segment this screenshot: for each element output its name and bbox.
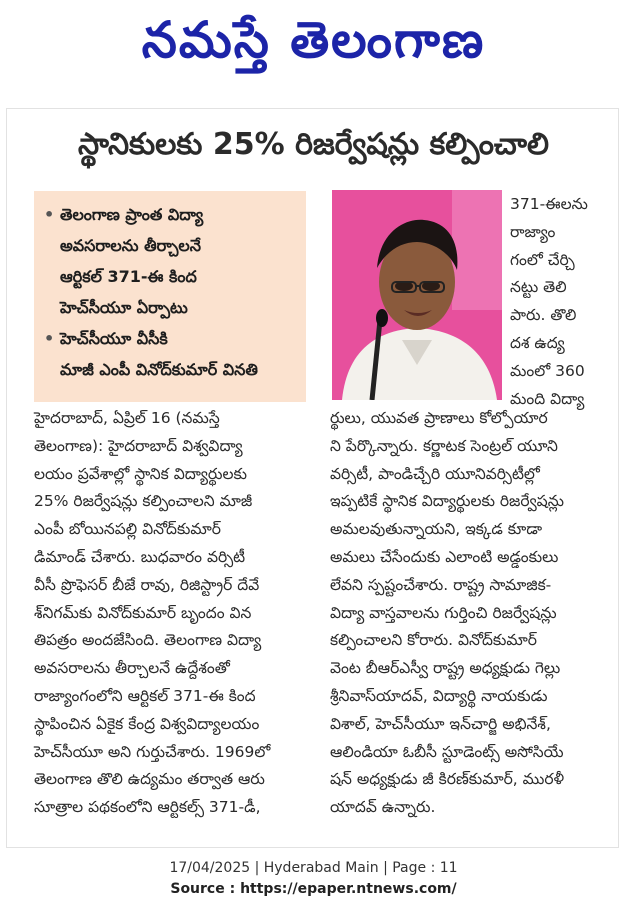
subhead-bullet-1: [44, 199, 298, 323]
text-line: మంది విద్యా: [510, 389, 585, 408]
subhead-bullet-2: [44, 323, 298, 385]
text-line: హైదరాబాద్, ఏప్రిల్ 16 (నమస్తే: [34, 409, 220, 427]
text-line: వీసీ ప్రొఫెసర్ బీజే రావు, రిజిస్ట్రార్ దేవే: [34, 575, 260, 594]
text-line: వర్సిటీ, పాండిచ్చేరి యూనివర్సిటీల్లో: [330, 464, 540, 483]
masthead-title: నమస్తే తెలంగాణ: [141, 10, 486, 69]
text-line: విశాల్, హెచ్‌సీయూ ఇన్‌చార్జి అభినేశ్,: [330, 714, 551, 733]
footer-source: Source : https://epaper.ntnews.com/: [170, 881, 457, 897]
text-line: రాజ్యాం: [510, 222, 556, 241]
bullet-icon: •: [44, 329, 55, 348]
text-line: నట్టు తెలి: [510, 278, 567, 297]
text-line: యాదవ్ ఉన్నారు.: [330, 798, 436, 817]
text-line: అవసరాలను తీర్చాలనే ఉద్దేశంతో: [34, 659, 230, 678]
article-headline: స్థానికులకు 25% రిజర్వేషన్లు కల్పించాలి: [77, 127, 550, 162]
text-line: 25% రిజర్వేషన్లు కల్పించాలని మాజీ: [34, 492, 253, 511]
subhead-line: మాజీ ఎంపీ వినోద్‌కుమార్ వినతి: [60, 360, 258, 379]
left-column: [34, 405, 324, 822]
text-line: వెంట బీఆర్‌ఎస్వీ రాష్ట్ర అధ్యక్షుడు గెల్లు: [330, 659, 561, 678]
text-line: ఇప్పటికే స్థానిక విద్యార్థులకు రిజర్వేషన్లు: [330, 492, 564, 511]
footer-date-edition: 17/04/2025 | Hyderabad Main | Page : 11: [169, 860, 458, 876]
text-line: పారు. తొలి: [510, 306, 577, 325]
text-line: విద్యా వాస్తవాలను గుర్తించి రిజర్వేషన్లు: [330, 603, 557, 622]
subhead-line: అవసరాలను తీర్చాలనే: [60, 236, 201, 255]
text-line: దశ ఉద్య: [510, 333, 565, 352]
text-line: శ్రీనివాస్‌యాదవ్, విద్యార్థి నాయకుడు: [330, 686, 548, 705]
text-line: శ్‌నిగమ్‌కు వినోద్‌కుమార్ బృందం విన: [34, 603, 252, 622]
text-line: 371-ఈలను: [510, 195, 588, 213]
text-line: హెచ్‌సీయూ అని గుర్తుచేశారు. 1969లో: [34, 742, 271, 761]
side-column: [510, 191, 620, 413]
subhead-line: తెలంగాణ ప్రాంత విద్యా: [60, 205, 204, 224]
bullet-icon: •: [44, 205, 55, 224]
text-line: స్థాపించిన ఏకైక కేంద్ర విశ్వవిద్యాలయం: [34, 714, 260, 733]
text-line: షన్ అధ్యక్షుడు జీ కిరణ్‌కుమార్, మురళీ: [330, 770, 565, 789]
text-line: మంలో 360: [510, 361, 585, 380]
text-line: ఎంపీ బోయినపల్లి వినోద్‌కుమార్: [34, 520, 221, 539]
text-line: ఆలిండియా ఓబీసీ స్టూడెంట్స్ అసోసియే: [330, 742, 564, 761]
text-line: అమలు చేసేందుకు ఎలాంటి అడ్డంకులు: [330, 547, 559, 566]
right-column: [330, 405, 620, 822]
speaker-photo: [332, 190, 502, 400]
text-line: ర్థులు, యువత ప్రాణాలు కోల్పోయార: [330, 409, 548, 427]
text-line: అమలవుతున్నాయని, ఇక్కడ కూడా: [330, 520, 543, 539]
text-line: లేవని స్పష్టంచేశారు. రాష్ట్ర సామాజిక-: [330, 575, 552, 594]
text-line: లయం ప్రవేశాల్లో స్థానిక విద్యార్థులకు: [34, 464, 247, 483]
text-line: ని పేర్కొన్నారు. కర్ణాటక సెంట్రల్ యూని: [330, 436, 558, 455]
subhead-line: హెచ్‌సీయూ ఏర్పాటు: [60, 298, 188, 317]
text-line: రాజ్యాంగంలోని ఆర్టికల్ 371-ఈ కింద: [34, 686, 256, 705]
text-line: డిమాండ్ చేశారు. బుధవారం వర్సిటీ: [34, 547, 246, 566]
text-line: తిపత్రం అందజేసింది. తెలంగాణ విద్యా: [34, 631, 262, 650]
text-line: సూత్రాల పథకంలోని ఆర్టికల్స్ 371-డీ,: [34, 798, 261, 817]
subhead-line: హెచ్‌సీయూ వీసీకి: [60, 329, 168, 348]
text-line: గంలో చేర్చి: [510, 250, 575, 269]
text-line: కల్పించాలని కోరారు. వినోద్‌కుమార్: [330, 631, 537, 650]
subhead-line: ఆర్టికల్ 371-ఈ కింద: [60, 267, 197, 286]
text-line: తెలంగాణ తొలి ఉద్యమం తర్వాత ఆరు: [34, 770, 265, 789]
subhead-box: [34, 191, 306, 402]
masthead: [0, 0, 627, 92]
speaker-photo-illustration: [332, 190, 502, 400]
text-line: తెలంగాణ): హైదరాబాద్ విశ్వవిద్యా: [34, 436, 243, 455]
